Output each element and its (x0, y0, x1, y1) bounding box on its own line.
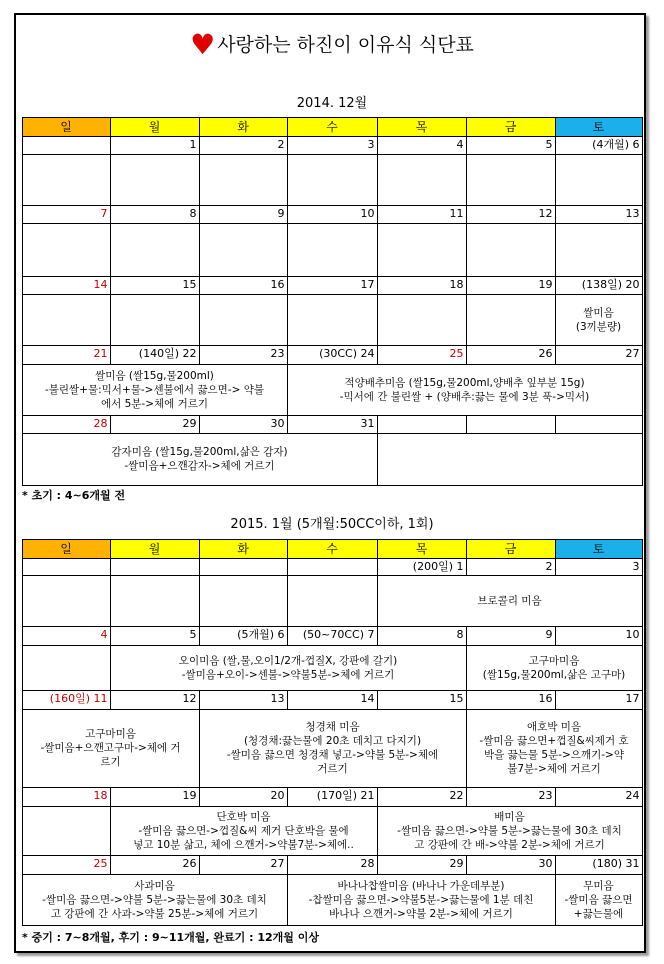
day-number-cell (555, 205, 643, 224)
day-number-cell (466, 415, 556, 434)
day-number: 30 (270, 416, 285, 430)
weekday-header-wed (287, 539, 378, 559)
day-number: 13 (625, 206, 640, 220)
day-number: 29 (449, 856, 464, 870)
day-number: (180) 31 (592, 856, 640, 870)
day-number: 2 (277, 137, 285, 151)
day-number: 28 (93, 416, 108, 430)
menu-text: 무미음 -쌀미음 끓으면 +끓는물에 (564, 879, 633, 920)
menu-cell (466, 709, 643, 788)
day-number-cell (287, 690, 378, 710)
day-number: 26 (538, 346, 553, 360)
menu-cell (110, 154, 200, 206)
day-number-cell (287, 136, 378, 155)
menu-cell (199, 223, 288, 277)
weekday-label: 수 (326, 541, 338, 556)
menu-text: 브로콜리 미음 (477, 594, 542, 607)
day-number-cell (110, 787, 200, 807)
day-number-cell (466, 136, 556, 155)
day-number: 17 (360, 277, 375, 291)
day-number-cell (199, 787, 288, 807)
menu-text: 고구마미음 (쌀15g,물200ml,삶은 고구마) (482, 654, 626, 681)
weekday-header-thu (377, 539, 467, 559)
menu-text: 애호박 미음 -쌀미음 끓으면+껍질&씨제거 호 박을 끓는물 5분->으깨기->약 불7분->체에 거르기 (479, 721, 629, 775)
day-number-cell (287, 558, 378, 576)
weekday-label: 월 (148, 119, 161, 134)
month-title-dec: 2014. 12월 (296, 96, 368, 111)
day-number-cell (110, 855, 200, 875)
stage-note-jan: * 중기 : 7~8개월, 후기 : 9~11개월, 완료기 : 12개월 이상 (22, 931, 320, 944)
weekday-header-thu (377, 117, 467, 137)
day-number: 27 (625, 346, 640, 360)
day-number-cell (377, 690, 467, 710)
menu-cell (110, 645, 467, 691)
menu-cell (110, 575, 200, 627)
day-number-cell (287, 276, 378, 295)
day-number: (200일) 1 (412, 559, 464, 573)
menu-cell (199, 575, 288, 627)
day-number-cell (199, 136, 288, 155)
weekday-header-fri (466, 117, 556, 137)
day-number-cell (287, 787, 378, 807)
day-number: (5개월) 6 (237, 627, 285, 641)
menu-text: 배미음 -쌀미음 끓으면->약불 5분->끓는물에 30초 데치 고 강판에 간 배->약불 2분->체에 거르기 (397, 810, 622, 851)
menu-cell (287, 223, 378, 277)
weekday-header-sun (22, 539, 111, 559)
day-number-cell (22, 690, 111, 710)
menu-text: 고구마미음 -쌀미음+으깬고구마->체에 거 르기 (40, 728, 181, 768)
day-number: 20 (270, 788, 285, 802)
day-number-cell (110, 276, 200, 295)
day-number-cell (22, 205, 111, 224)
day-number: (140일) 22 (138, 346, 197, 360)
day-number-cell (22, 626, 111, 646)
day-number: 10 (360, 206, 375, 220)
day-number: 5 (545, 137, 553, 151)
day-number: 5 (189, 627, 197, 641)
day-number-cell (555, 276, 643, 295)
day-number: 8 (456, 627, 464, 641)
menu-text: 적양배추미음 (쌀15g,물200ml,양배추 잎부분 15g) -믹서에 간 불린쌀 + (양배추:끓는 물에 3분 푹->믹서) (339, 376, 590, 403)
day-number: 13 (270, 691, 285, 705)
day-number: 27 (270, 856, 285, 870)
day-number-cell (377, 345, 467, 365)
day-number-cell (555, 345, 643, 365)
menu-cell (287, 154, 378, 206)
day-number: (50~70CC) 7 (302, 627, 375, 641)
menu-text: 바나나찹쌀미음 (바나나 가운데부분) -찹쌀미음 끓으면->약불5분->끓는물에 1분 데친 바나나 으깬거->약불 2분->체에 거르기 (308, 879, 534, 920)
day-number-cell (287, 626, 378, 646)
day-number: 14 (360, 691, 375, 705)
day-number-cell (287, 205, 378, 224)
menu-text: 단호박 미음 -쌀미음 끓으면->껍질&씨 제거 단호박을 물에 넣고 10분 삶고, 체에 으깬거->약불7분->체에.. (133, 810, 354, 851)
day-number-cell (555, 855, 643, 875)
month-title-jan: 2015. 1월 (5개월:50CC이하, 1회) (230, 517, 434, 532)
day-number-cell (110, 626, 200, 646)
menu-cell (555, 223, 643, 277)
day-number-cell (466, 558, 556, 576)
day-number-cell (22, 276, 111, 295)
menu-cell (22, 806, 111, 856)
menu-text: 쌀미음 (3끼분량) (575, 306, 622, 333)
day-number-cell (287, 345, 378, 365)
day-number-cell (110, 415, 200, 434)
day-number-cell (287, 855, 378, 875)
weekday-label: 토 (592, 119, 605, 134)
day-number-cell (22, 345, 111, 365)
menu-cell (22, 575, 111, 627)
day-number-cell (110, 690, 200, 710)
day-number-cell (110, 205, 200, 224)
menu-cell (199, 294, 288, 346)
day-number-cell (466, 205, 556, 224)
menu-cell (22, 645, 111, 691)
weekday-header-sat (555, 117, 643, 137)
day-number-cell (377, 626, 467, 646)
weekday-header-sun (22, 117, 111, 137)
menu-cell (199, 709, 467, 788)
menu-cell (287, 874, 556, 926)
weekday-label: 일 (60, 541, 72, 556)
day-number-cell (466, 345, 556, 365)
day-number: (160일) 11 (49, 691, 108, 705)
menu-cell (466, 223, 556, 277)
day-number: 15 (182, 277, 197, 291)
menu-cell (199, 154, 288, 206)
day-number-cell (22, 855, 111, 875)
menu-cell (555, 874, 643, 926)
weekday-label: 금 (504, 541, 517, 556)
stage-note-dec: * 초기 : 4~6개월 전 (22, 489, 126, 502)
weekday-label: 수 (326, 119, 338, 134)
day-number: 1 (189, 137, 197, 151)
day-number: 30 (538, 856, 553, 870)
menu-cell (22, 874, 288, 926)
day-number-cell (377, 855, 467, 875)
menu-cell (22, 709, 200, 788)
weekday-header-tue (199, 117, 288, 137)
day-number: 24 (625, 788, 640, 802)
day-number: 12 (538, 206, 553, 220)
menu-cell (377, 154, 467, 206)
menu-text: 청경채 미음 (청경채:끓는물에 20초 데치고 다지기) -쌀미음 끓으면 청경채 넣고->약불 5분->체에 거르기 (226, 721, 439, 775)
day-number: 23 (538, 788, 553, 802)
day-number: 31 (360, 416, 375, 430)
menu-cell (22, 223, 111, 277)
menu-cell (555, 294, 643, 346)
day-number-cell (199, 626, 288, 646)
day-number-cell (199, 205, 288, 224)
day-number: 9 (277, 206, 285, 220)
day-number: 10 (625, 627, 640, 641)
menu-text: 사과미음 -쌀미음 끓으면->약불 5분->끓는물에 30초 데치 고 강판에 간 사과->약불 25분->체에 거르기 (42, 879, 267, 920)
day-number: 8 (189, 206, 197, 220)
menu-cell (377, 223, 467, 277)
weekday-label: 금 (504, 119, 517, 134)
day-number: (170일) 21 (316, 788, 375, 802)
day-number-cell (22, 136, 111, 155)
weekday-label: 토 (592, 541, 605, 556)
menu-cell (110, 294, 200, 346)
menu-cell (466, 294, 556, 346)
day-number: 14 (93, 277, 108, 291)
day-number-cell (22, 787, 111, 807)
day-number-cell (110, 136, 200, 155)
menu-cell (377, 575, 643, 627)
weekday-header-fri (466, 539, 556, 559)
day-number-cell (22, 415, 111, 434)
menu-text: 쌀미음 (쌀15g,물200ml) -불린쌀+물:믹서+물->센불에서 끓으면-> 약불 에서 5분->체에 거르기 (44, 369, 265, 410)
menu-cell (377, 806, 643, 856)
day-number-cell (555, 415, 643, 434)
day-number: 4 (100, 627, 108, 641)
day-number: 16 (270, 277, 285, 291)
day-number: 16 (538, 691, 553, 705)
weekday-label: 목 (415, 119, 428, 134)
day-number-cell (555, 787, 643, 807)
day-number-cell (377, 205, 467, 224)
weekday-header-tue (199, 539, 288, 559)
weekday-label: 화 (237, 541, 249, 556)
day-number: 25 (93, 856, 108, 870)
day-number: 7 (100, 206, 108, 220)
day-number: 3 (367, 137, 375, 151)
day-number: 19 (538, 277, 553, 291)
day-number-cell (199, 345, 288, 365)
weekday-header-wed (287, 117, 378, 137)
day-number: 18 (93, 788, 108, 802)
menu-cell (22, 364, 288, 416)
heart-icon: ♥ (190, 28, 216, 61)
day-number-cell (555, 558, 643, 576)
menu-cell (555, 154, 643, 206)
day-number-cell (377, 136, 467, 155)
day-number-cell (466, 787, 556, 807)
weekday-header-sat (555, 539, 643, 559)
menu-cell (287, 364, 643, 416)
day-number-cell (110, 345, 200, 365)
day-number: 9 (545, 627, 553, 641)
day-number: 26 (182, 856, 197, 870)
day-number: 12 (182, 691, 197, 705)
day-number: 25 (449, 346, 464, 360)
menu-cell (466, 154, 556, 206)
day-number: 22 (449, 788, 464, 802)
day-number-cell (466, 690, 556, 710)
day-number: 4 (456, 137, 464, 151)
weekday-label: 월 (148, 541, 161, 556)
day-number-cell (555, 690, 643, 710)
day-number: (4개월) 6 (592, 137, 640, 151)
day-number-cell (287, 415, 378, 434)
day-number: (30CC) 24 (319, 346, 375, 360)
day-number: 2 (545, 559, 553, 573)
day-number: 15 (449, 691, 464, 705)
day-number: 17 (625, 691, 640, 705)
menu-text: 감자미음 (쌀15g,물200ml,삶은 감자) -쌀미음+으깬감자->체에 거르기 (111, 446, 288, 472)
menu-cell (22, 294, 111, 346)
weekday-header-mon (110, 539, 200, 559)
day-number-cell (377, 558, 467, 576)
day-number-cell (377, 415, 467, 434)
day-number-cell (466, 855, 556, 875)
day-number-cell (22, 558, 111, 576)
menu-cell (22, 154, 111, 206)
menu-cell (377, 433, 643, 486)
day-number-cell (199, 855, 288, 875)
menu-cell (287, 575, 378, 627)
day-number: 19 (182, 788, 197, 802)
weekday-label: 일 (60, 119, 72, 134)
day-number-cell (199, 558, 288, 576)
menu-cell (22, 433, 378, 486)
day-number-cell (199, 415, 288, 434)
day-number-cell (466, 626, 556, 646)
day-number: 23 (270, 346, 285, 360)
day-number: 28 (360, 856, 375, 870)
weekday-label: 목 (415, 541, 428, 556)
weekday-header-mon (110, 117, 200, 137)
day-number: 29 (182, 416, 197, 430)
day-number-cell (199, 690, 288, 710)
day-number: (138일) 20 (581, 277, 640, 291)
page-title: ♥ 사랑하는 하진이 이유식 식단표 (190, 28, 474, 61)
day-number: 21 (93, 346, 108, 360)
day-number-cell (199, 276, 288, 295)
menu-text: 오이미음 (쌀,물,오이1/2개-껍질X, 강판에 갈기) -쌀미음+오이->센불->약불5분->체에 거르기 (178, 654, 398, 681)
weekday-label: 화 (237, 119, 249, 134)
day-number-cell (555, 626, 643, 646)
day-number-cell (555, 136, 643, 155)
day-number-cell (466, 276, 556, 295)
day-number: 3 (632, 559, 640, 573)
menu-cell (466, 645, 643, 691)
menu-cell (110, 806, 378, 856)
day-number-cell (110, 558, 200, 576)
day-number: 11 (449, 206, 464, 220)
day-number: 18 (449, 277, 464, 291)
day-number-cell (377, 787, 467, 807)
menu-cell (110, 223, 200, 277)
menu-cell (287, 294, 378, 346)
day-number-cell (377, 276, 467, 295)
menu-cell (377, 294, 467, 346)
